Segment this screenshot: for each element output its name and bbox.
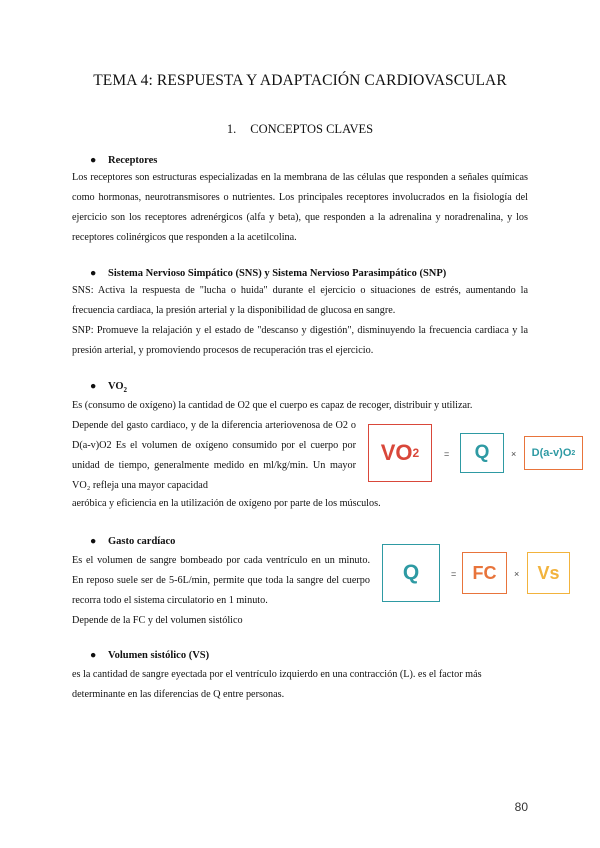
bullet-icon: ● (90, 381, 97, 392)
vo2-heading-sub: 2 (123, 386, 128, 395)
formula-vs-box (527, 552, 570, 594)
gasto-heading: Gasto cardíaco (108, 536, 176, 547)
gasto-paragraph (72, 551, 370, 631)
bullet-icon: ● (90, 536, 97, 547)
bullet-icon: ● (90, 268, 97, 279)
formula-vs-text: Vs (537, 562, 560, 583)
formula-q2-box (382, 544, 440, 602)
formula-dav-box (524, 436, 583, 470)
formula-vo2-sub: 2 (412, 446, 420, 460)
receptores-heading: Receptores (108, 155, 158, 166)
volumen-heading: Volumen sistólico (VS) (108, 650, 210, 661)
page-title: TEMA 4: RESPUESTA Y ADAPTACIÓN CARDIOVASCULAR (93, 72, 507, 89)
section-number: 1. (226, 122, 237, 136)
gasto-text2: Depende de la FC y del volumen sistólico (72, 615, 243, 626)
bullet-receptores (90, 155, 157, 166)
vo2-heading: VO (108, 381, 124, 392)
bullet-sistema (90, 268, 446, 279)
page-number: 80 (514, 800, 528, 814)
formula-fc-box (462, 552, 507, 594)
equals-sign: = (451, 569, 457, 579)
vo2-line1 (72, 396, 528, 416)
equals-sign: = (444, 449, 450, 459)
formula-vo2-text: VO (380, 440, 413, 465)
receptores-text: Los receptores son estructuras especializadas en la membrana de las células que responden a señales químicas como hormonas, neurotransmisores o nutrientes. Los principales receptores involucrados en la fisiología del ejercicio son los receptores adrenérgicos (alfa y beta), que responden a la adrenalina y noradrenalina, y los receptores colinérgicos que responden a la acetilcolina. (72, 172, 528, 243)
formula-dav-sub: 2 (571, 449, 576, 457)
sistema-paragraph (72, 281, 528, 361)
formula-dav-text: D(a-v)O (531, 447, 572, 459)
formula-q2-text: Q (402, 561, 420, 584)
volumen-text: es la cantidad de sangre eyectada por el ventrículo izquierdo en una contracción (L). es el factor más determinante en las diferencias de Q entre personas. (72, 669, 482, 700)
section-label: CONCEPTOS CLAVES (250, 122, 374, 136)
formula-vo2-box (368, 424, 432, 482)
gasto-text: Es el volumen de sangre bombeado por cada ventrículo en un minuto. En reposo suele ser de 5-6L/min, permite que toda la sangre del cuerpo recorra todo el sistema circulatorio en 1 minuto. (72, 555, 370, 606)
times-sign: × (514, 569, 520, 579)
bullet-volumen (90, 650, 209, 661)
formula-q-text: Q (474, 442, 490, 463)
vo2-last-text: aeróbica y eficiencia en la utilización de oxígeno por parte de los músculos. (72, 498, 381, 509)
vo2-last-line (72, 494, 528, 514)
receptores-paragraph (72, 168, 528, 248)
times-sign: × (511, 449, 517, 459)
vo2-narrow-text: Depende del gasto cardiaco, y de la diferencia arteriovenosa de O2 o D(a-v)O2 Es el volumen de oxígeno consumido por el cuerpo por unidad de tiempo, generalmente medido en ml/kg/min. Un mayor VO₂ refleja una mayor capacidad (72, 420, 356, 491)
sns-text: SNS: Activa la respuesta de "lucha o huida" durante el ejercicio o situaciones de estrés, aumentando la frecuencia cardiaca, la presión arterial y la disponibilidad de glucosa en sangre. (72, 285, 528, 316)
vo2-narrow-paragraph (72, 416, 356, 496)
section-heading (0, 122, 600, 137)
bullet-icon: ● (90, 155, 97, 166)
formula-q-box (460, 433, 504, 473)
sistema-heading: Sistema Nervioso Simpático (SNS) y Sistema Nervioso Parasimpático (SNP) (108, 268, 447, 279)
bullet-vo2 (90, 381, 127, 394)
snp-text: SNP: Promueve la relajación y el estado de "descanso y digestión", disminuyendo la frecuencia cardiaca y la presión arterial, y promoviendo procesos de recuperación tras el ejercicio. (72, 325, 528, 356)
volumen-paragraph (72, 665, 528, 705)
bullet-gasto (90, 536, 175, 547)
formula-fc-text: FC (472, 562, 497, 583)
vo2-line1-text: Es (consumo de oxígeno) la cantidad de O2 que el cuerpo es capaz de recoger, distribuir y utilizar. (72, 400, 473, 411)
bullet-icon: ● (90, 650, 97, 661)
